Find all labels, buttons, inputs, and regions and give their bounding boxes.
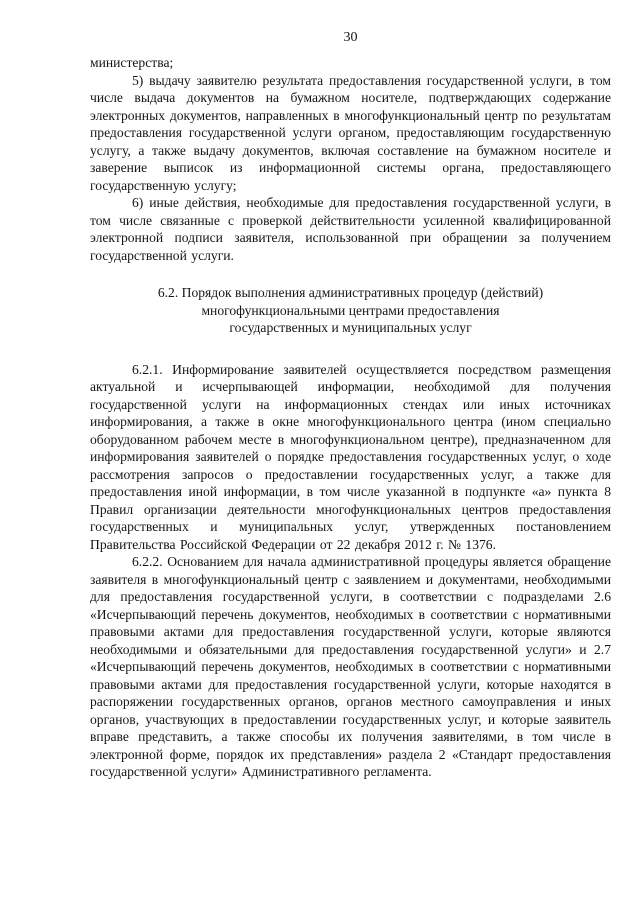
paragraph-item-5: 5) выдачу заявителю результата предоставления государственной услуги, в том числе выдача документов на бумажном носителе, подтверждающих содержание электронных документов, направленных в многофункциональный центр по результатам предоставления государственной услуги органом, предоставляющим государственную услугу, а также выдачу документов, включая составление на бумажном носителе и заверение выписок из информационной системы органа, предоставляющего государственную услугу; [90, 72, 611, 193]
paragraph-6-2-1: 6.2.1. Информирование заявителей осуществляется посредством размещения актуальной и исчерпывающей информации, необходимой для получения государственной услуги на информационных стендах или иных источниках информирования, а также в окне многофункционального центра (ином специально оборудованном рабочем месте в многофункциональном центре), предназначенном для информирования заявителей о порядке предоставления государственных услуг, о ходе рассмотрения запросов о предоставлении государственных услуг, а также для предоставления иной информации, в том числе указанной в подпункте «а» пункта 8 Правил организации деятельности многофункциональных центров предоставления государственных и муниципальных услуг, утвержденных постановлением Правительства Российской Федерации от 22 декабря 2012 г. № 1376. [90, 361, 611, 552]
paragraph-continuation: министерства; [90, 55, 174, 70]
paragraph-6-2-2: 6.2.2. Основанием для начала административной процедуры является обращение заявителя в многофункциональный центр с заявлением и документами, необходимыми для предоставления государственной услуги, в соответствии с подразделами 2.6 «Исчерпывающий перечень документов, необходимых в соответствии с нормативными правовыми актами для предоставления государственной услуги, которые являются необходимыми и обязательными для предоставления государственной услуги» и 2.7 «Исчерпывающий перечень документов, необходимых в соответствии с нормативными правовыми актами для предоставления государственной услуги, которые находятся в распоряжении государственных органов, органов местного самоуправления и иных органов, участвующих в предоставлении государственных услуг, и которые заявитель вправе представить, а также способы их получения заявителями, в том числе в электронной форме, порядок их представления» раздела 2 «Стандарт предоставления государственной услуги» Административного регламента. [90, 554, 611, 779]
section-heading-line-3: государственных и муниципальных услуг [229, 320, 472, 335]
section-heading-line-2: многофункциональными центрами предоставления [201, 302, 500, 318]
section-heading [90, 284, 611, 337]
page-number: 30 [343, 30, 358, 45]
section-heading-line-1: 6.2. Порядок выполнения административных процедур (действий) [157, 285, 544, 300]
paragraph-item-6: 6) иные действия, необходимые для предоставления государственной услуги, в том числе связанные с проверкой действительности усиленной квалифицированной электронной подписи заявителя, использованной при обращении за получением государственной услуги. [90, 195, 611, 263]
